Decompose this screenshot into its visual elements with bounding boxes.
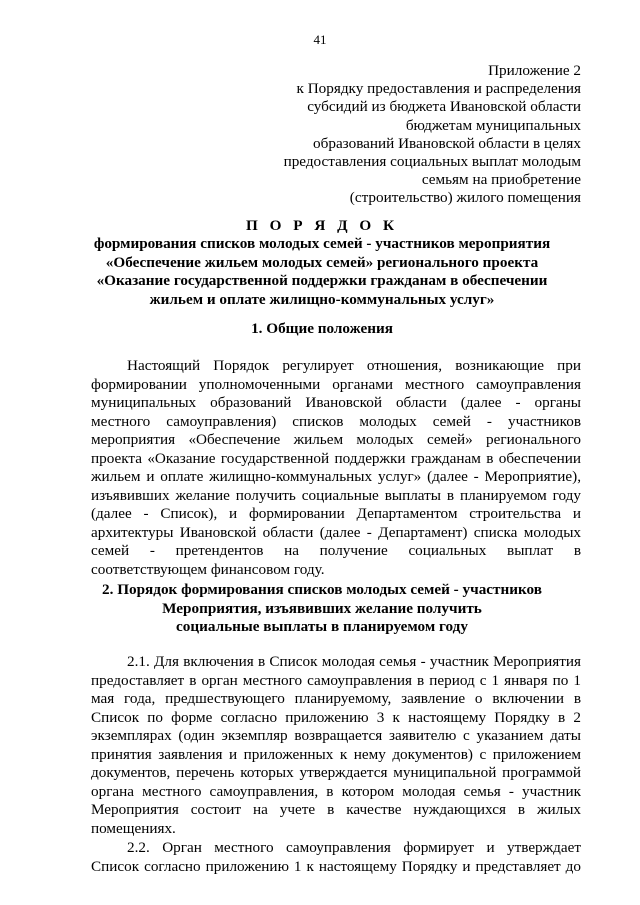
- paragraph-line: документов, перечень которых утверждается муниципальной программой: [91, 764, 581, 782]
- paragraph-line: 2.2. Орган местного самоуправления формирует и утверждает: [127, 839, 581, 856]
- document-title: [60, 216, 584, 309]
- section-heading-line: социальные выплаты в планируемом году: [176, 618, 468, 635]
- paragraph-line: формировании уполномоченными органами местного самоуправления: [91, 375, 581, 393]
- title-main: П О Р Я Д О К: [246, 217, 398, 234]
- section-1-paragraph: [91, 357, 581, 580]
- appendix-header: [241, 62, 581, 208]
- title-line: «Обеспечение жильем молодых семей» регионального проекта: [105, 253, 539, 271]
- paragraph-line: местного самоуправления) списков молодых семей - участников: [91, 412, 581, 430]
- paragraph-line: мероприятия «Обеспечение жильем молодых семей» регионального: [91, 431, 581, 449]
- paragraph-line: 2.1. Для включения в Список молодая семья - участник Мероприятия: [127, 653, 581, 670]
- paragraph-line: архитектуры Ивановской области (далее - Департамент) списка молодых: [91, 523, 581, 541]
- paragraph-line: мая года, предшествующего планируемому, заявление о включении в: [91, 690, 581, 708]
- appendix-line: семьям на приобретение: [421, 171, 581, 189]
- appendix-line: образований Ивановской области в целях: [313, 134, 581, 152]
- paragraph-line: Настоящий Порядок регулирует отношения, возникающие при: [127, 357, 581, 374]
- paragraph-line: Список согласно приложению 1 к настоящему Порядку и представляет до: [91, 857, 581, 875]
- paragraph-line: проекта «Оказание государственной поддержки гражданам в обеспечении: [91, 449, 581, 467]
- title-line: «Оказание государственной поддержки гражданам в обеспечении: [96, 272, 548, 289]
- section-heading-line: 1. Общие положения: [251, 320, 393, 337]
- section-heading-line: 2. Порядок формирования списков молодых семей - участников: [102, 581, 542, 598]
- title-line: жильем и оплате жилищно-коммунальных услуг»: [149, 290, 495, 308]
- section-2-heading: [60, 581, 584, 637]
- page-number: 41: [313, 32, 327, 47]
- appendix-line: (строительство) жилого помещения: [349, 189, 581, 207]
- section-heading-line: Мероприятия, изъявивших желание получить: [162, 599, 482, 617]
- appendix-line: к Порядку предоставления и распределения: [296, 80, 581, 98]
- appendix-line: Приложение 2: [488, 62, 581, 79]
- section-2-1-paragraph: [91, 653, 581, 838]
- paragraph-line: предоставляет в орган местного самоуправления в период с 1 января по 1: [91, 671, 581, 689]
- paragraph-line: (далее - Список), и формировании Департаментом строительства и: [91, 505, 581, 523]
- paragraph-line: изъявивших желание получить социальные выплаты в планируемом году: [91, 486, 581, 504]
- appendix-line: бюджетам муниципальных: [405, 116, 581, 134]
- section-2-2-paragraph: [91, 839, 581, 876]
- paragraph-line: семей - претендентов на получение социальных выплат в: [91, 542, 581, 560]
- paragraph-line: муниципальных образований Ивановской области (далее - органы: [91, 394, 581, 412]
- title-line: формирования списков молодых семей - участников мероприятия: [93, 235, 551, 252]
- appendix-line: субсидий из бюджета Ивановской области: [307, 98, 581, 116]
- paragraph-line: органа местного самоуправления, в котором молодая семья - участник: [91, 782, 581, 800]
- paragraph-line: Список по форме согласно приложению 3 к настоящему Порядку в 2: [91, 708, 581, 726]
- paragraph-line: экземплярах (один экземпляр возвращается заявителю с указанием даты: [91, 727, 581, 745]
- paragraph-line: соответствующем финансовом году.: [91, 561, 325, 579]
- appendix-line: предоставления социальных выплат молодым: [283, 152, 581, 170]
- paragraph-line: жильем и оплате жилищно-коммунальных услуг» (далее - Мероприятие),: [91, 468, 581, 486]
- paragraph-line: принятия заявления и приложенных к нему документов) с приложением: [91, 745, 581, 763]
- section-1-heading: [60, 320, 584, 339]
- paragraph-line: Мероприятия состоит на учете в качестве нуждающихся в жилых: [91, 801, 581, 819]
- paragraph-line: помещениях.: [91, 819, 176, 837]
